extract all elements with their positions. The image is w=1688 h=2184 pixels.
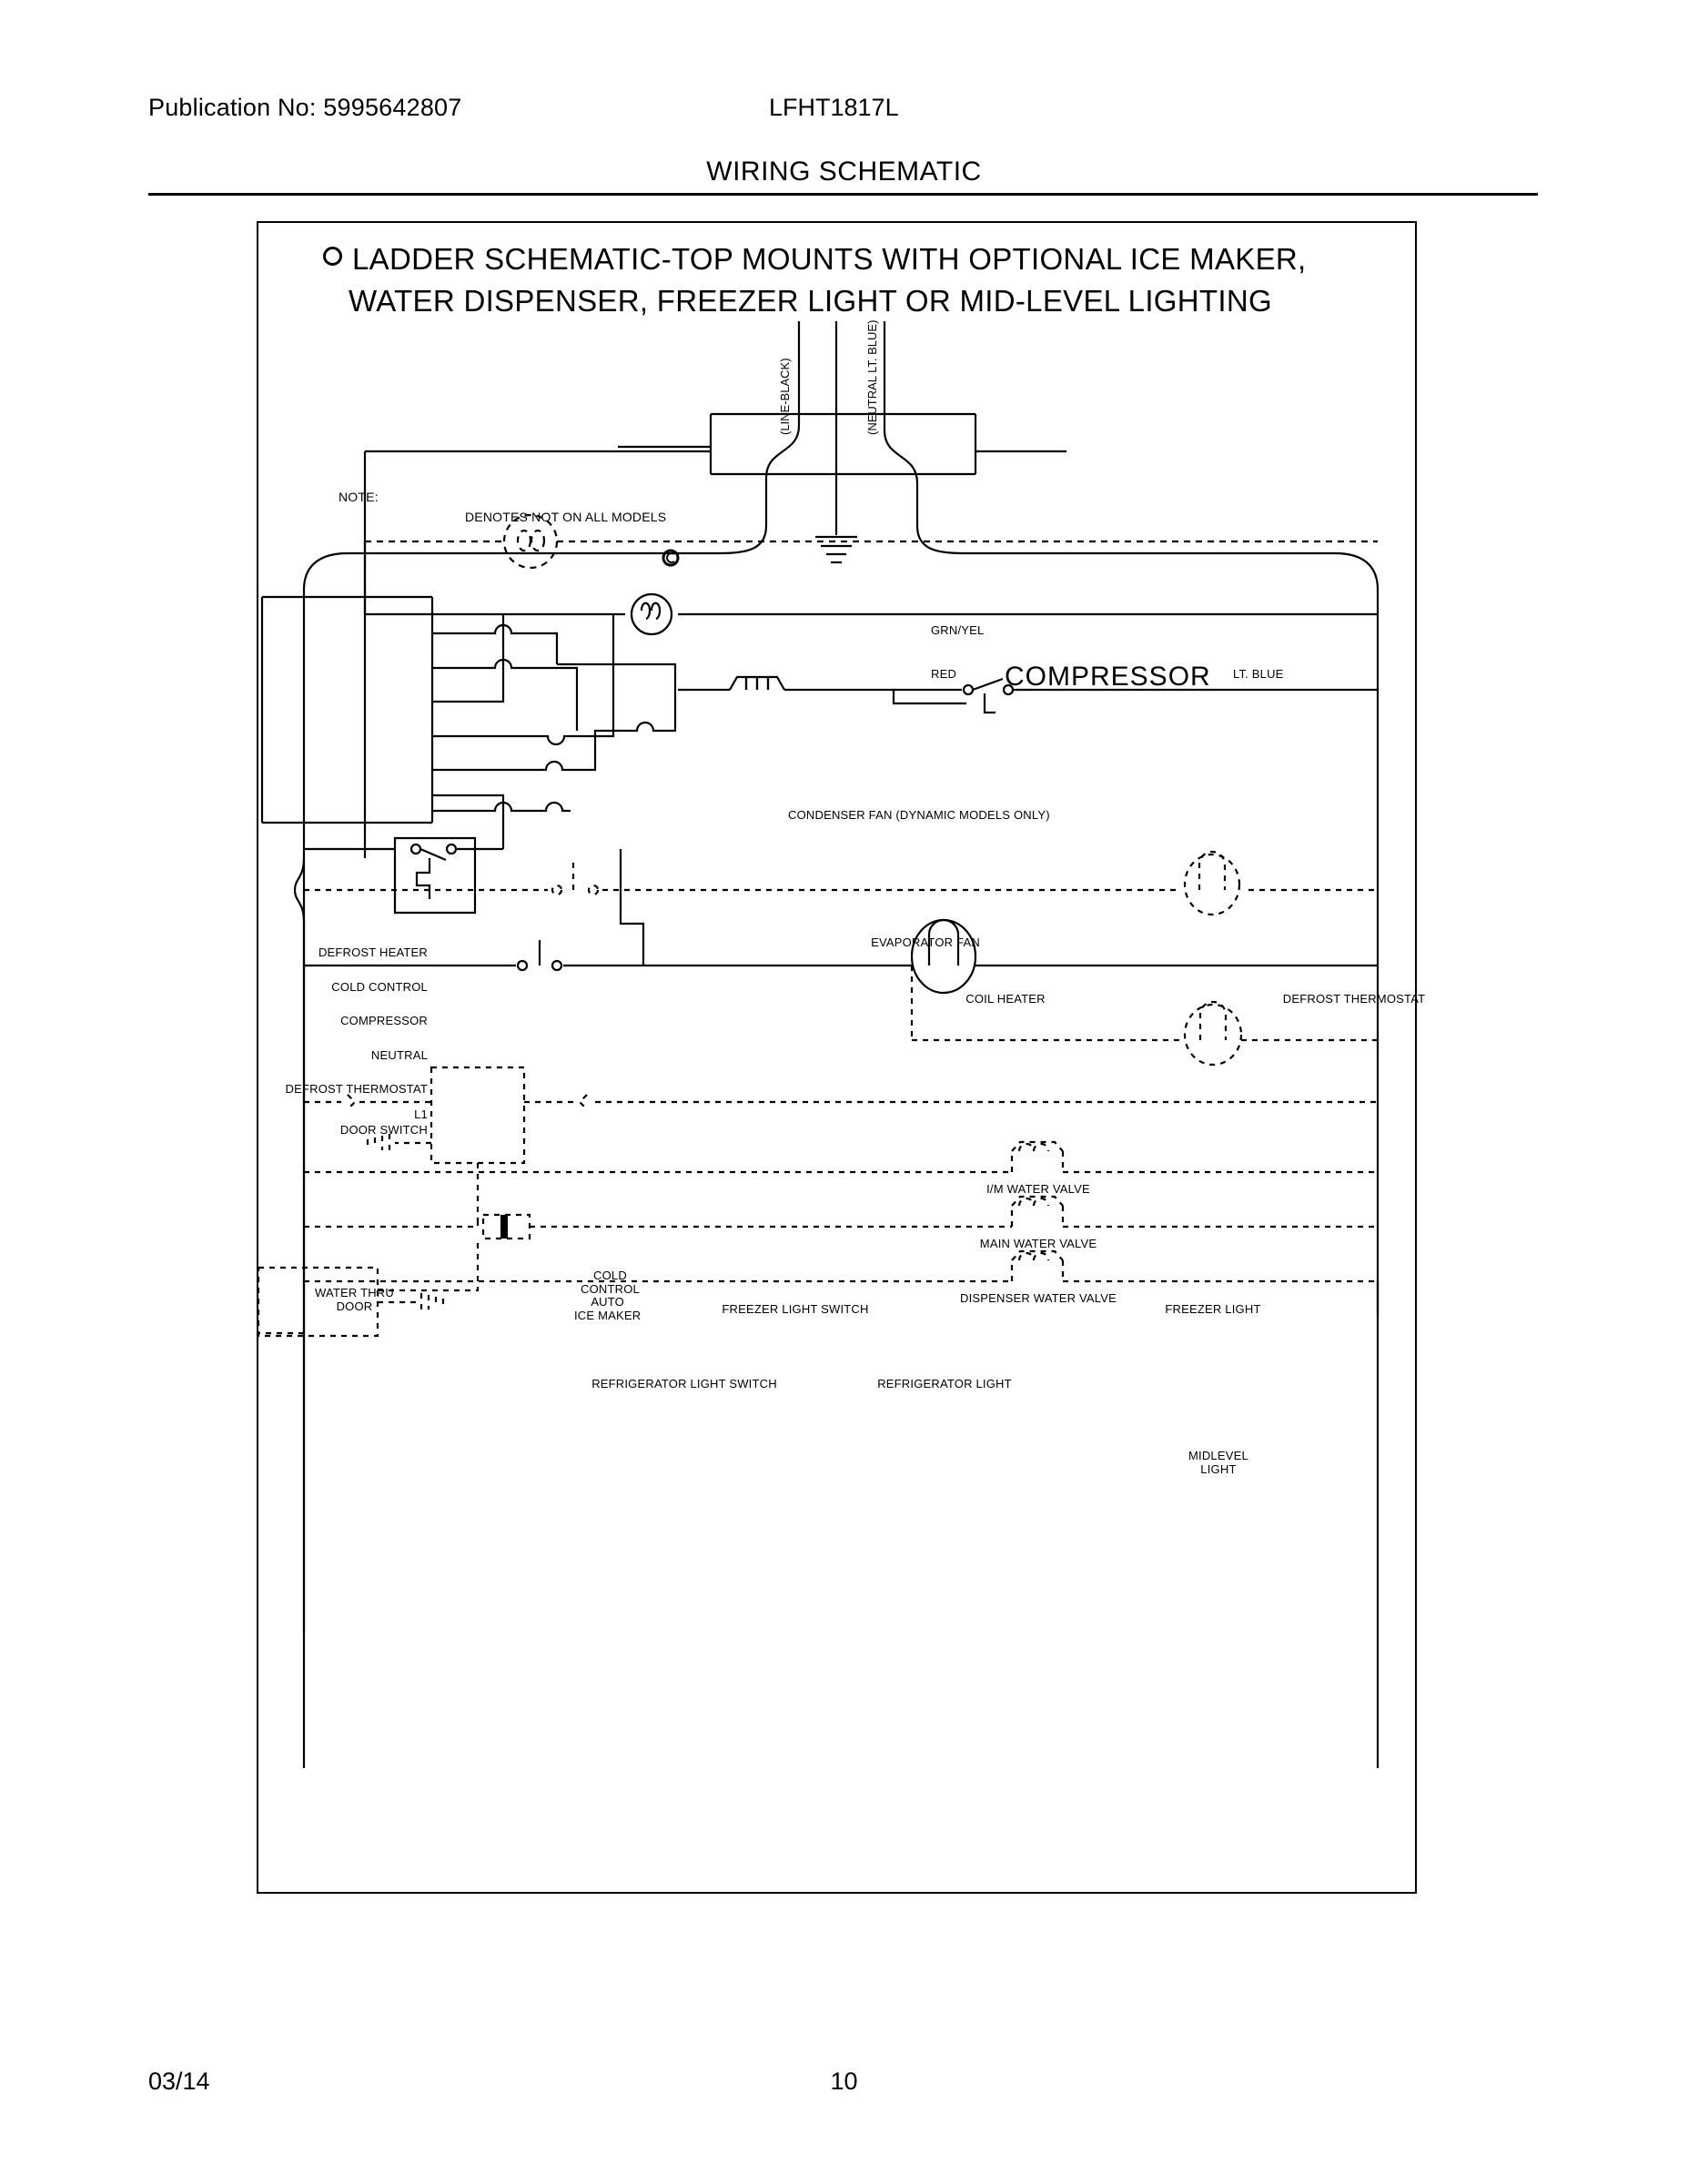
refrigerator-light-switch-label: REFRIGERATOR LIGHT SWITCH: [591, 1377, 777, 1390]
compressor-label: COMPRESSOR: [1005, 662, 1211, 692]
note-text: DENOTES NOT ON ALL MODELS: [465, 510, 667, 524]
defrost-thermostat-label: DEFROST THERMOSTAT: [1282, 992, 1426, 1006]
page-title: WIRING SCHEMATIC: [706, 157, 982, 187]
water-thru-door-label: [315, 1286, 394, 1313]
water-thru-door-label-line1: WATER THRU: [315, 1286, 394, 1299]
midlevel-light-label-line1: MIDLEVEL: [1188, 1449, 1248, 1462]
midlevel-light-label-line2: LIGHT: [1200, 1462, 1237, 1476]
wire-label-red: RED: [931, 667, 957, 681]
auto-ice-maker-label-line1: AUTO: [591, 1295, 624, 1309]
header-divider: [148, 193, 1538, 196]
refrigerator-light-label: REFRIGERATOR LIGHT: [877, 1377, 1012, 1390]
model-number: LFHT1817L: [769, 94, 899, 121]
wire-label-lt-blue: LT. BLUE: [1233, 667, 1284, 681]
main-water-valve-label: MAIN WATER VALVE: [979, 1237, 1097, 1250]
terminal-cold-control: COLD CONTROL: [331, 980, 428, 994]
condenser-fan-label: CONDENSER FAN (DYNAMIC MODELS ONLY): [788, 808, 1050, 822]
terminal-defrost-thermostat: DEFROST THERMOSTAT: [285, 1082, 428, 1096]
terminal-defrost-heater: DEFROST HEATER: [318, 945, 428, 959]
freezer-light-label: FREEZER LIGHT: [1165, 1302, 1261, 1316]
supply-neutral-label: (NEUTRAL LT. BLUE): [865, 319, 879, 435]
footer-date: 03/14: [148, 2068, 210, 2095]
water-thru-door-label-line2: DOOR: [336, 1299, 373, 1313]
cold-control-label-line1: COLD: [593, 1269, 627, 1282]
publication-number: Publication No: 5995642807: [148, 94, 462, 121]
schematic-heading-line2: WATER DISPENSER, FREEZER LIGHT OR MID-LEVEL LIGHTING: [349, 284, 1272, 318]
footer-page-number: 10: [830, 2068, 858, 2095]
wire-label-grn-yel: GRN/YEL: [931, 623, 985, 637]
terminal-compressor: COMPRESSOR: [340, 1014, 428, 1027]
terminal-l1: L1: [414, 1107, 428, 1121]
auto-ice-maker-label-line2: ICE MAKER: [574, 1309, 642, 1322]
dispenser-water-valve-label: DISPENSER WATER VALVE: [959, 1291, 1117, 1305]
evaporator-fan-label: EVAPORATOR FAN: [871, 935, 980, 949]
terminal-neutral: NEUTRAL: [370, 1048, 428, 1062]
ladder-schematic-drawing: [257, 221, 1417, 1894]
schematic-heading-line1: LADDER SCHEMATIC-TOP MOUNTS WITH OPTIONAL ICE MAKER,: [352, 242, 1307, 276]
auto-ice-maker-label: [574, 1295, 641, 1322]
im-water-valve-label: I/M WATER VALVE: [986, 1182, 1090, 1196]
midlevel-light-label: [1188, 1449, 1248, 1476]
terminal-door-switch: DOOR SWITCH: [339, 1123, 428, 1137]
cold-control-label-line2: CONTROL: [581, 1282, 640, 1296]
freezer-light-switch-label: FREEZER LIGHT SWITCH: [722, 1302, 869, 1316]
cold-control-label: [581, 1269, 640, 1296]
note-label: NOTE:: [339, 490, 379, 504]
supply-line-label: (LINE-BLACK): [778, 358, 792, 435]
coil-heater-label: COIL HEATER: [965, 992, 1046, 1006]
